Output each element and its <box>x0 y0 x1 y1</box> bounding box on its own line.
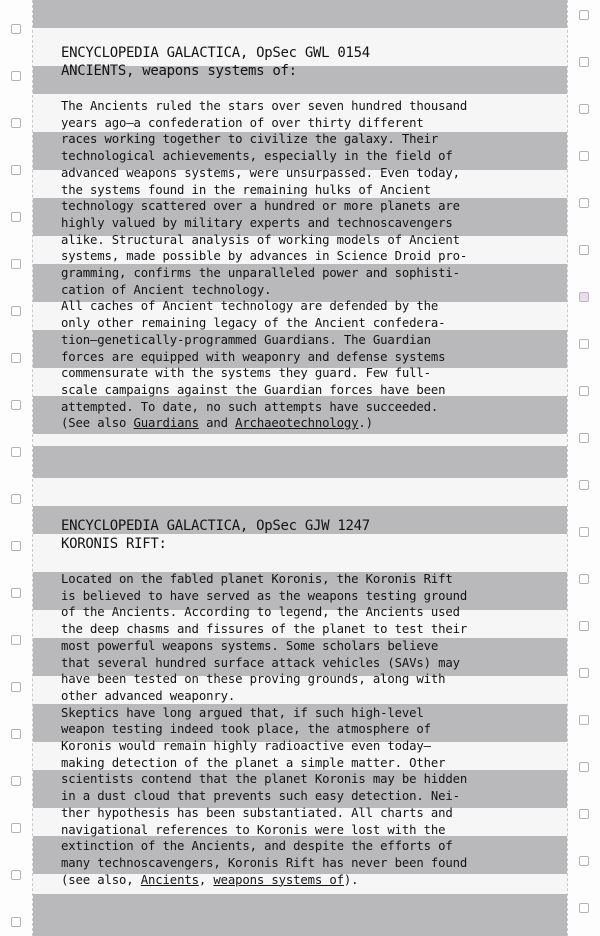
tractor-hole <box>579 762 589 772</box>
tractor-hole <box>11 24 21 34</box>
entry-source-line: ENCYCLOPEDIA GALACTICA, OpSec GJW 1247 <box>61 518 370 534</box>
tractor-hole <box>11 353 21 363</box>
xref-weapons-systems-of[interactable]: weapons systems of <box>213 872 344 887</box>
tractor-hole <box>11 165 21 175</box>
tractor-hole <box>11 588 21 598</box>
tractor-hole <box>579 527 589 537</box>
tractor-hole <box>579 621 589 631</box>
tractor-hole <box>11 259 21 269</box>
xref-ancients[interactable]: Ancients <box>140 872 199 887</box>
see-also-line: (See also Guardians and Archaeotechnology.) <box>61 416 373 431</box>
tractor-hole <box>579 856 589 866</box>
encyclopedia-entry-koronis-rift <box>61 517 551 888</box>
tractor-hole <box>579 245 589 255</box>
tractor-hole <box>579 198 589 208</box>
tractor-hole <box>11 212 21 222</box>
tractor-hole <box>11 823 21 833</box>
tractor-hole <box>11 682 21 692</box>
tractor-hole <box>579 104 589 114</box>
tractor-hole <box>579 339 589 349</box>
tractor-hole <box>11 870 21 880</box>
entry-title: ANCIENTS, weapons systems of: <box>61 63 297 79</box>
xref-archaeotechnology[interactable]: Archaeotechnology <box>235 416 359 431</box>
tractor-hole <box>579 903 589 913</box>
left-tractor-strip <box>0 0 33 936</box>
tractor-hole <box>579 151 589 161</box>
tractor-hole <box>11 118 21 128</box>
xref-guardians[interactable]: Guardians <box>133 416 199 431</box>
entry-paragraph: Located on the fabled planet Koronis, the Koronis Rift is believed to have served as the weapons testing ground of the Ancients. According to legend, the Ancients used the deep chasms and fissures of the planet to test their most powerful weapons systems. Some scholars believe that several hundred surface attack vehicles (SAVs) may have been tested on these proving grounds, along with other advanced weaponry. <box>61 572 468 703</box>
tractor-hole <box>579 433 589 443</box>
tractor-hole <box>11 776 21 786</box>
tractor-hole <box>579 715 589 725</box>
tractor-hole <box>579 809 589 819</box>
tractor-hole <box>11 917 21 927</box>
tractor-hole <box>579 574 589 584</box>
tractor-hole <box>11 306 21 316</box>
tractor-hole <box>11 71 21 81</box>
entry-source-line: ENCYCLOPEDIA GALACTICA, OpSec GWL 0154 <box>61 45 370 61</box>
tractor-hole <box>11 635 21 645</box>
encyclopedia-entry-ancients <box>61 44 551 432</box>
tractor-hole <box>11 494 21 504</box>
tractor-hole <box>11 400 21 410</box>
entry-paragraph: Skeptics have long argued that, if such high-level weapon testing indeed took place, the atmosphere of Koronis would remain highly radioactive even today— making detection of the planet a simple matter. Other scientists contend that the planet Koronis may be hidden in a dust cloud that prevents such easy detection. Nei- ther hypothesis has been substantiated. All charts and navigational references to Koronis were lost with the extinction of the Ancients, and despite the efforts of many technoscavengers, Koronis Rift has never been found <box>61 705 468 870</box>
tractor-hole <box>579 386 589 396</box>
entry-title: KORONIS RIFT: <box>61 536 167 552</box>
tractor-hole <box>579 480 589 490</box>
entry-header <box>61 517 551 553</box>
tractor-hole <box>11 541 21 551</box>
tractor-hole <box>11 729 21 739</box>
entry-body <box>61 571 551 888</box>
tractor-hole <box>579 292 589 302</box>
entry-paragraph: All caches of Ancient technology are defended by the only other remaining legacy of the Ancient confedera- tion—genetically-programmed Guardians. The Guardian forces are equipped with weaponry and defense systems commensurate with the systems they guard. Few full- scale campaigns against the Guardian forces have been attempted. To date, no such attempts have succeeded. <box>61 299 446 414</box>
right-tractor-strip <box>567 0 600 936</box>
tractor-hole <box>579 57 589 67</box>
see-also-line: (see also, Ancients, weapons systems of). <box>61 872 359 887</box>
entry-header <box>61 44 551 80</box>
tractor-hole <box>579 10 589 20</box>
tractor-hole <box>579 668 589 678</box>
tractor-hole <box>11 447 21 457</box>
entry-paragraph: The Ancients ruled the stars over seven hundred thousand years ago—a confederation of over thirty different races working together to civilize the galaxy. Their technological achievements, especially in the field of advanced weapons systems, were unsurpassed. Even today, the systems found in the remaining hulks of Ancient technology scattered over a hundred or more planets are highly valued by military experts and technoscavengers alike. Structural analysis of working models of Ancient systems, made possible by advances in Science Droid pro- gramming, confirms the unparalleled power and sophisti- cation of Ancient technology. <box>61 99 468 297</box>
entry-body <box>61 98 551 432</box>
